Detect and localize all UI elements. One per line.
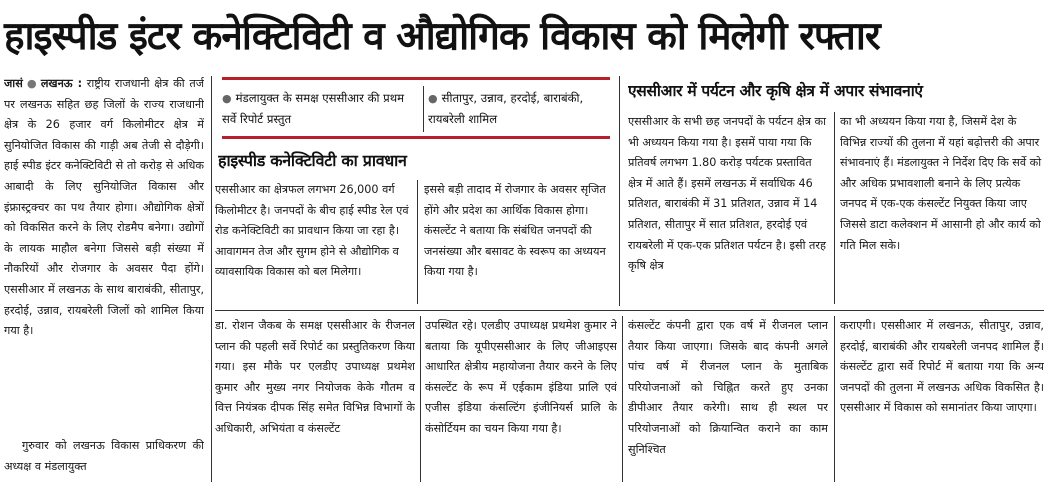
bottom-column-4-text: कराएगी। एससीआर में लखनऊ, सीतापुर, उन्नाव, हरदोई, बाराबंकी और रायबरेली जनपद शामिल हैं। कंसल्टेंट द्वारा सर्वे रिपोर्ट में बताया गया कि अन्य जनपदों की तुलना में लखनऊ अधिक विकसित है। एससीआर में विकास को समानांतर किया जाएगा। bbox=[840, 319, 1044, 415]
column-divider bbox=[622, 316, 623, 482]
column-divider bbox=[834, 316, 835, 482]
bottom-column-3 bbox=[628, 316, 828, 482]
column-divider bbox=[211, 76, 212, 482]
left-column-continued bbox=[4, 436, 204, 482]
column-divider bbox=[417, 180, 418, 304]
bottom-column-1-text: डा. रोशन जैकब के समक्ष एससीआर के रीजनल प्लान की पहली सर्वे रिपोर्ट का प्रस्तुतिकरण किया गया। इस मौके पर एलडीए उपाध्यक्ष प्रथमेश कुमार और मुख्य नगर नियोजक केके गौतम व वित्त नियंत्रक दीपक सिंह समेत विभिन्न विभागों के अधिकारी, अभियंता व कंसल्टेंट bbox=[215, 319, 415, 435]
left-body2-text: गुरुवार को लखनऊ विकास प्राधिकरण की अध्यक्ष व मंडलायुक्त bbox=[4, 439, 204, 473]
mid-column-2 bbox=[424, 180, 610, 308]
red-rule-top bbox=[222, 77, 610, 80]
section-divider bbox=[215, 310, 1044, 311]
bottom-column-2 bbox=[425, 316, 617, 482]
bullet-dot-icon: ● bbox=[25, 77, 38, 90]
left-body-text: राष्ट्रीय राजधानी क्षेत्र की तर्ज पर लखनऊ सहित छह जिलों के राज्य राजधानी क्षेत्र के 26 हजार वर्ग किलोमीटर क्षेत्र में सुनियोजित विकास की गाड़ी अब तेजी से दौड़ेगी। हाई स्पीड इंटर कनेक्टिविटी से तो करोड़ से अधिक आबादी के लिए सुनियोजित विकास और इंफ्रास्ट्रक्चर का पथ तैयार होगा। औद्योगिक क्षेत्रों को विकसित करने के लिए रोडमैप बनेगा। उद्योगों के लायक माहौल बनेगा जिससे बड़ी संख्या में नौकरियों और रोजगार के अवसर पैदा होंगे। एससीआर में लखनऊ के साथ बाराबंकी, सीतापुर, हरदोई, उन्नाव, रायबरेली जिलों को शामिल किया गया है। bbox=[4, 77, 204, 338]
mid-column-1-text: एससीआर का क्षेत्रफल लगभग 26,000 वर्ग किलोमीटर है। जनपदों के बीच हाई स्पीड रेल एवं रोड कनेक्टिविटी का प्रावधान किया जा रहा है। आवागमन तेज और सुगम होने से औद्योगिक व व्यावसायिक विकास को बल मिलेगा। bbox=[215, 183, 409, 279]
bullet-text-2: सीतापुर, उन्नाव, हरदोई, बाराबंकी, रायबरेली शामिल bbox=[428, 91, 584, 126]
column-divider bbox=[420, 316, 421, 482]
bottom-column-2-text: उपस्थित रहे। एलडीए उपाध्यक्ष प्रथमेश कुमार ने बताया कि यूपीएससीआर के लिए जीआइएस आधारित क्षेत्रीय महायोजना तैयार करने के लिए कंसल्टेंट के रूप में एईकाम इंडिया प्रालि एवं एजीस इंडिया कंसल्टिंग इंजीनियर्स प्रालि के कंसोर्टियम का चयन किया गया है। bbox=[425, 319, 617, 435]
right-column-1-text: एससीआर के सभी छह जनपदों के पर्यटन क्षेत्र का भी अध्ययन किया गया है। इसमें पाया गया कि प्रतिवर्ष लगभग 1.80 करोड़ पर्यटक प्रस्तावित क्षेत्र में आते हैं। इसमें लखनऊ में सर्वाधिक 46 प्रतिशत, बाराबंकी में 31 प्रतिशत, उन्नाव में 14 प्रतिशत, सीतापुर में सात प्रतिशत, हरदोई एवं रायबरेली में एक-एक प्रतिशत पर्यटन है। इसी तरह कृषि क्षेत्र bbox=[628, 115, 827, 273]
subhead-connectivity: हाइस्पीड कनेक्टिविटी का प्रावधान bbox=[218, 151, 407, 170]
headline: हाइस्पीड इंटर कनेक्टिविटी व औद्योगिक विकास को मिलेगी रफ्तार bbox=[3, 14, 880, 59]
column-divider bbox=[619, 76, 620, 306]
mid-column-1 bbox=[215, 180, 411, 308]
dateline-city: लखनऊ : bbox=[40, 77, 83, 90]
left-column bbox=[4, 74, 204, 414]
bottom-column-1 bbox=[215, 316, 415, 482]
subhead-tourism: एससीआर में पर्यटन और कृषि क्षेत्र में अपार संभावनाएं bbox=[628, 82, 923, 100]
mid-column-2-text: इससे बड़ी तादाद में रोजगार के अवसर सृजित होंगे और प्रदेश का आर्थिक विकास होगा। कंसल्टेंट ने बताया कि संबंधित जनपदों की जनसंख्या और बसावट के स्वरूप का अध्ययन किया गया है। bbox=[424, 183, 606, 279]
column-divider bbox=[834, 112, 835, 304]
bullet-dot-icon: ● bbox=[222, 92, 232, 105]
bottom-column-4 bbox=[840, 316, 1044, 482]
bullet-text-1: मंडलायुक्त के समक्ष एससीआर की प्रथम सर्वे रिपोर्ट प्रस्तुत bbox=[222, 91, 405, 126]
bullet-item-2 bbox=[428, 88, 612, 132]
right-column-2 bbox=[840, 112, 1044, 304]
dateline-source: जासं bbox=[4, 77, 23, 90]
right-column-2-text: का भी अध्ययन किया गया है, जिसमें देश के विभिन्न राज्यों की तुलना में यहां बढ़ोत्तरी की अपार संभावनाएं हैं। मंडलायुक्त ने निर्देश दिए कि सर्वे को और अधिक प्रभावशाली बनाने के लिए प्रत्येक जनपद में एक-एक कंसल्टेंट नियुक्त किया जाए जिससे डाटा कलेक्शन में आसानी हो और कार्य को गति मिल सके। bbox=[840, 115, 1042, 252]
bullet-item-1 bbox=[222, 88, 418, 132]
red-rule-bottom bbox=[222, 136, 610, 139]
right-column-1 bbox=[628, 112, 828, 304]
bullet-dot-icon: ● bbox=[428, 92, 438, 105]
bullet-divider bbox=[423, 86, 424, 132]
bottom-column-3-text: कंसल्टेंट कंपनी द्वारा एक वर्ष में रीजनल प्लान तैयार किया जाएगा। जिसके बाद कंपनी अगले पांच वर्ष में रीजनल प्लान के मुताबिक परियोजनाओं को चिह्नित करते हुए उनका डीपीआर तैयार करेगी। साथ ही स्थल पर परियोजनाओं को क्रियान्वित कराने का काम सुनिश्चित bbox=[628, 319, 828, 456]
